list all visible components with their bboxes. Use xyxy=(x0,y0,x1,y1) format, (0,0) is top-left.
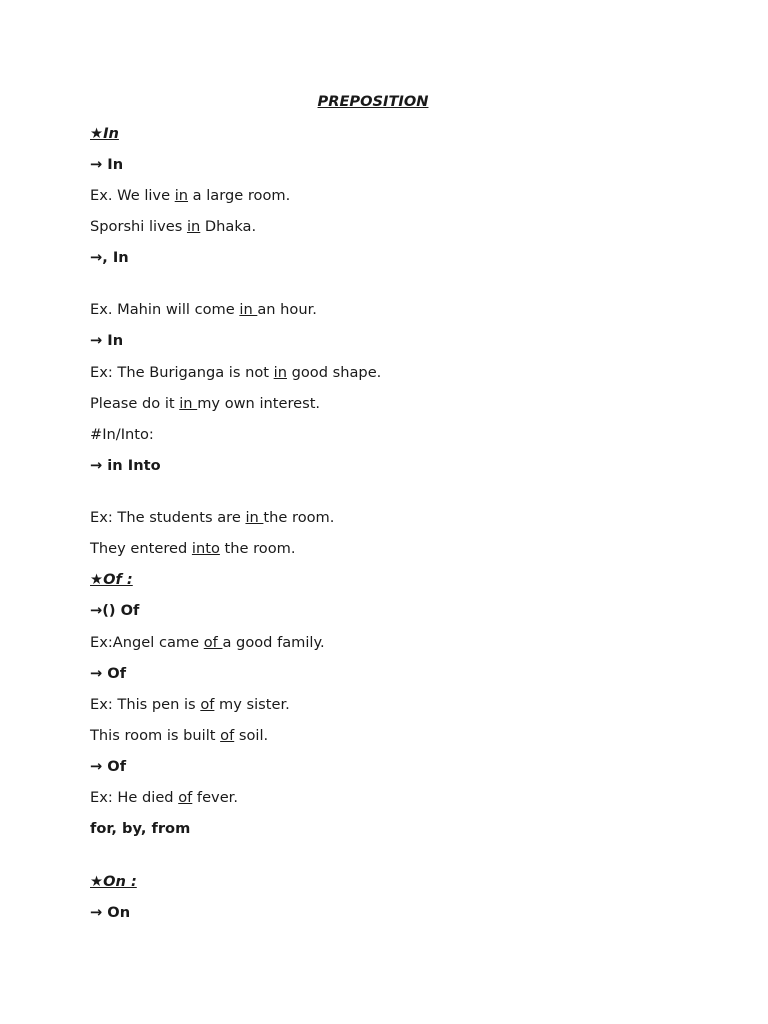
example-line xyxy=(90,216,690,237)
preposition-underlined: in xyxy=(179,395,198,412)
example-line xyxy=(90,185,690,206)
example-text: Ex. We live xyxy=(90,187,175,204)
preposition-underlined: of xyxy=(220,727,235,744)
example-text: soil. xyxy=(234,727,269,744)
example-text: an hour. xyxy=(257,301,317,318)
section-heading-in: ★In xyxy=(90,125,119,142)
preposition-underlined: of xyxy=(178,789,193,806)
note-line: for, by, from xyxy=(90,820,191,837)
preposition-underlined: in xyxy=(174,187,189,204)
preposition-underlined: into xyxy=(191,540,220,557)
example-text: the room. xyxy=(263,509,335,526)
example-line xyxy=(90,362,690,383)
example-text: a large room. xyxy=(188,187,291,204)
example-text: This room is built xyxy=(90,727,221,744)
example-text: Ex:Angel came xyxy=(90,634,204,651)
preposition-underlined: in xyxy=(245,509,264,526)
example-text: fever. xyxy=(192,789,238,806)
example-line xyxy=(90,299,690,320)
rule-line: → Of xyxy=(90,758,127,775)
rule-line: →, In xyxy=(90,249,129,266)
example-text: Ex: He died xyxy=(90,789,179,806)
preposition-underlined: in xyxy=(273,364,287,381)
example-line xyxy=(90,393,690,414)
example-line xyxy=(90,725,690,746)
rule-line: → in Into xyxy=(90,457,161,474)
example-text: Ex: This pen is xyxy=(90,696,201,713)
example-text: They entered xyxy=(90,540,192,557)
rule-line: → In xyxy=(90,332,124,349)
example-text: Ex: The students are xyxy=(90,509,246,526)
example-text: good shape. xyxy=(286,364,382,381)
example-line xyxy=(90,507,690,528)
example-text: a good family. xyxy=(222,634,325,651)
example-text: Please do it xyxy=(90,395,180,412)
preposition-underlined: of xyxy=(200,696,215,713)
example-text: my own interest. xyxy=(197,395,321,412)
example-line xyxy=(90,632,690,653)
rule-line: → On xyxy=(90,904,131,921)
rule-line: →() Of xyxy=(90,602,140,619)
page-title: PREPOSITION xyxy=(317,93,429,110)
rule-line: → In xyxy=(90,156,124,173)
section-heading-of: ★Of : xyxy=(90,571,133,588)
section-heading-on: ★On : xyxy=(90,873,137,890)
example-text: Dhaka. xyxy=(200,218,257,235)
example-text: the room. xyxy=(219,540,296,557)
example-text: Ex: The Buriganga is not xyxy=(90,364,274,381)
example-line xyxy=(90,787,690,808)
rule-line: → Of xyxy=(90,665,127,682)
preposition-underlined: in xyxy=(239,301,258,318)
example-text: Ex. Mahin will come xyxy=(90,301,240,318)
preposition-underlined: of xyxy=(203,634,223,651)
preposition-underlined: in xyxy=(186,218,201,235)
example-line xyxy=(90,538,690,559)
example-line xyxy=(90,694,690,715)
example-text: Sporshi lives xyxy=(90,218,187,235)
subheading-in-into: #In/Into: xyxy=(90,426,154,443)
example-text: my sister. xyxy=(214,696,290,713)
